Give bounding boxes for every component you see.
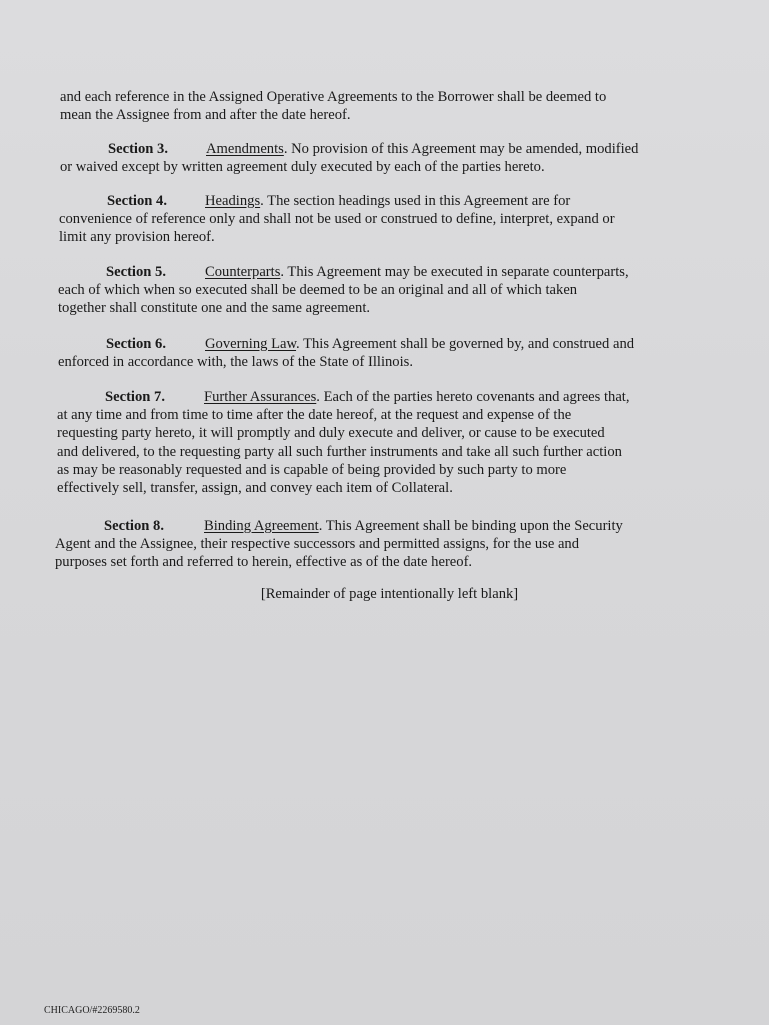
section-7-line: effectively sell, transfer, assign, and convey each item of Collateral. — [57, 480, 453, 497]
section-4-heading: Headings — [205, 193, 261, 209]
section-8-paragraph — [55, 517, 623, 572]
section-8-heading: Binding Agreement — [204, 518, 319, 534]
section-8-number: Section 8. — [104, 518, 164, 534]
section-4-line: limit any provision hereof. — [59, 229, 215, 246]
section-7-first-line-rest: . Each of the parties hereto covenants and agrees that, — [316, 389, 630, 405]
section-6-first-line — [58, 335, 634, 353]
section-5-line: together shall constitute one and the same agreement. — [58, 300, 371, 317]
remainder-note: [Remainder of page intentionally left blank] — [260, 586, 519, 602]
section-4-paragraph — [59, 192, 615, 247]
section-5-line: each of which when so executed shall be deemed to be an original and all of which taken — [58, 282, 578, 299]
section-4-first-line-rest: . The section headings used in this Agreement are for — [260, 193, 571, 209]
section-4-line: convenience of reference only and shall not be used or construed to define, interpret, expand or — [59, 211, 615, 228]
section-8-line: purposes set forth and referred to herein, effective as of the date hereof. — [55, 554, 473, 571]
section-8-first-line — [55, 517, 623, 535]
section-4-first-line — [59, 192, 615, 210]
intro-line-1: and each reference in the Assigned Operative Agreements to the Borrower shall be deemed to — [60, 89, 607, 105]
section-3-first-line-rest: . No provision of this Agreement may be amended, modified — [283, 141, 639, 157]
section-3-paragraph — [60, 140, 638, 176]
section-8-first-line-rest: . This Agreement shall be binding upon the Security — [318, 518, 623, 534]
section-7-heading: Further Assurances — [204, 389, 317, 405]
section-7-line: requesting party hereto, it will promptly and duly execute and deliver, or cause to be executed — [57, 425, 605, 442]
section-4-number: Section 4. — [107, 193, 167, 209]
section-5-heading: Counterparts — [205, 264, 281, 280]
section-7-line: as may be reasonably requested and is capable of being provided by such party to more — [57, 461, 567, 478]
section-7-first-line — [57, 388, 630, 406]
section-8-line: Agent and the Assignee, their respective successors and permitted assigns, for the use and — [55, 536, 580, 553]
section-5-paragraph — [58, 263, 629, 318]
section-6-paragraph — [58, 335, 634, 371]
document-id-footer: CHICAGO/#2269580.2 — [44, 1005, 140, 1016]
section-6-line: enforced in accordance with, the laws of the State of Illinois. — [58, 354, 413, 371]
section-3-heading: Amendments — [206, 141, 284, 157]
section-7-number: Section 7. — [105, 389, 165, 405]
section-7-line: and delivered, to the requesting party all such further instruments and take all such further action — [57, 443, 622, 460]
section-3-number: Section 3. — [108, 141, 168, 157]
section-3-first-line — [60, 140, 638, 158]
section-7-line: at any time and from time to time after the date hereof, at the request and expense of the — [57, 407, 572, 424]
section-5-first-line-rest: . This Agreement may be executed in separate counterparts, — [280, 264, 629, 280]
section-3-line: or waived except by written agreement duly executed by each of the parties hereto. — [60, 159, 545, 176]
section-6-number: Section 6. — [106, 336, 166, 352]
section-6-heading: Governing Law — [205, 336, 297, 352]
section-6-first-line-rest: . This Agreement shall be governed by, and construed and — [296, 336, 635, 352]
section-5-first-line — [58, 263, 629, 281]
section-7-paragraph — [57, 388, 630, 497]
intro-paragraph — [60, 88, 606, 124]
intro-line-2: mean the Assignee from and after the date hereof. — [60, 107, 351, 124]
section-5-number: Section 5. — [106, 264, 166, 280]
